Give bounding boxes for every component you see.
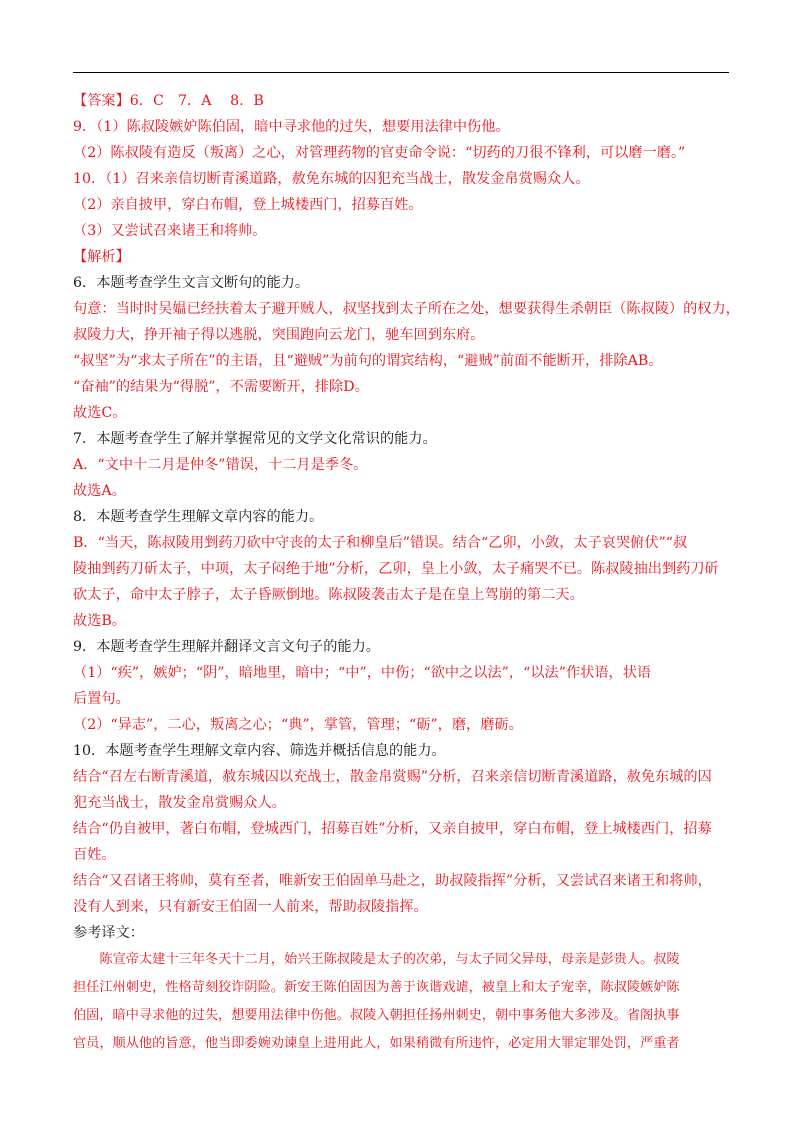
text-line: （1）“疾”，嫉妒；“阴”，暗地里，暗中；“中”，中伤；“欲中之以法”，“以法”作状语，状语 <box>73 665 652 681</box>
document-body <box>73 88 740 1058</box>
reference-translation <box>73 946 733 1058</box>
text-line: 故选B。 <box>73 613 126 629</box>
text-line: 叔陵力大，挣开袖子得以逃脱，突围跑向云龙门，驰车回到东府。 <box>73 327 485 343</box>
text-line: （3）又尝试召来诸王和将帅。 <box>73 223 267 239</box>
text-line: 百姓。 <box>73 847 116 863</box>
text-line: （2）“异志”，二心，叛离之心；“典”，掌管，管理；“砺”，磨，磨砺。 <box>73 717 523 733</box>
answer-and-analysis <box>73 88 740 946</box>
text-line: 【解析】 <box>73 249 130 265</box>
text-line: 8．本题考查学生理解文章内容的能力。 <box>73 509 324 525</box>
text-line: A．“文中十二月是仲冬”错误，十二月是季冬。 <box>73 457 368 473</box>
text-line: 陵抽剉药刀斫太子，中项，太子闷绝于地”分析，乙卯，皇上小敛，太子痛哭不已。陈叔陵抽出剉药刀斫 <box>73 561 719 577</box>
text-line: 6．本题考查学生文言文断句的能力。 <box>73 275 310 291</box>
header-rule <box>73 72 729 73</box>
text-line: 参考译文： <box>73 925 144 941</box>
translation-line: 陈宣帝太建十三年冬天十二月，始兴王陈叔陵是太子的次弟，与太子同父异母，母亲是彭贵人。叔陵 <box>99 952 680 967</box>
translation-line: 担任江州刺史，性格苛刻狡诈阴险。新安王陈伯固因为善于诙谐戏谑，被皇上和太子宠幸，陈叔陵嫉妒陈 <box>73 980 680 995</box>
text-line: 【答案】6．C 7．A 8．B <box>73 93 264 109</box>
translation-line: 伯固，暗中寻求他的过失，想要用法律中伤他。叔陵入朝担任扬州刺史，朝中事务他大多涉及。省阁执事 <box>73 1008 680 1023</box>
text-line: 10．（1）召来亲信切断青溪道路，赦免东城的囚犯充当战士，散发金帛赏赐众人。 <box>73 171 590 187</box>
text-line: 后置句。 <box>73 691 130 707</box>
text-line: 10．本题考查学生理解文章内容、筛选并概括信息的能力。 <box>73 743 446 759</box>
text-line: 结合“又召诸王将帅，莫有至者，唯新安王伯固单马赴之，助叔陵指挥”分析，又尝试召来诸王和将帅， <box>73 873 712 889</box>
text-line: 结合“召左右断青溪道，赦东城囚以充战士，散金帛赏赐”分析，召来亲信切断青溪道路，赦免东城的囚 <box>73 769 712 785</box>
text-line: （2）亲自披甲，穿白布帽，登上城楼西门，招募百姓。 <box>73 197 423 213</box>
text-line: “奋袖”的结果为“得脱”，不需要断开，排除D。 <box>73 379 369 395</box>
text-line: 结合“仍自被甲，著白布帽，登城西门，招募百姓”分析，又亲自披甲，穿白布帽，登上城楼西门，招募 <box>73 821 712 837</box>
text-line: 9．（1）陈叔陵嫉妒陈伯固，暗中寻求他的过失，想要用法律中伤他。 <box>73 119 510 135</box>
text-line: 没有人到来，只有新安王伯固一人前来，帮助叔陵指挥。 <box>73 899 428 915</box>
text-line: 句意：当时时吴媪已经扶着太子避开贼人，叔坚找到太子所在之处，想要获得生杀朝臣（陈叔陵）的权力， <box>73 301 740 317</box>
translation-line: 官员，顺从他的旨意，他当即委婉劝谏皇上进用此人，如果稍微有所违忤，必定用大罪定罪处罚，严重者 <box>73 1036 680 1051</box>
text-line: 犯充当战士，散发金帛赏赐众人。 <box>73 795 286 811</box>
text-line: （2）陈叔陵有造反（叛离）之心，对管理药物的官吏命令说：“切药的刀很不锋利，可以磨一磨。” <box>73 145 686 161</box>
text-line: 故选A。 <box>73 483 126 499</box>
text-line: “叔坚”为“求太子所在”的主语，且“避贼”为前句的谓宾结构，“避贼”前面不能断开，排除AB。 <box>73 353 663 369</box>
text-line: 故选C。 <box>73 405 127 421</box>
text-line: B．“当天，陈叔陵用剉药刀砍中守丧的太子和柳皇后”错误。结合“乙卯，小敛，太子哀哭俯伏”“叔 <box>73 535 688 551</box>
text-line: 9．本题考查学生理解并翻译文言文句子的能力。 <box>73 639 380 655</box>
text-line: 7．本题考查学生了解并掌握常见的文学文化常识的能力。 <box>73 431 437 447</box>
text-line: 砍太子，命中太子脖子，太子昏厥倒地。陈叔陵袭击太子是在皇上驾崩的第二天。 <box>73 587 584 603</box>
